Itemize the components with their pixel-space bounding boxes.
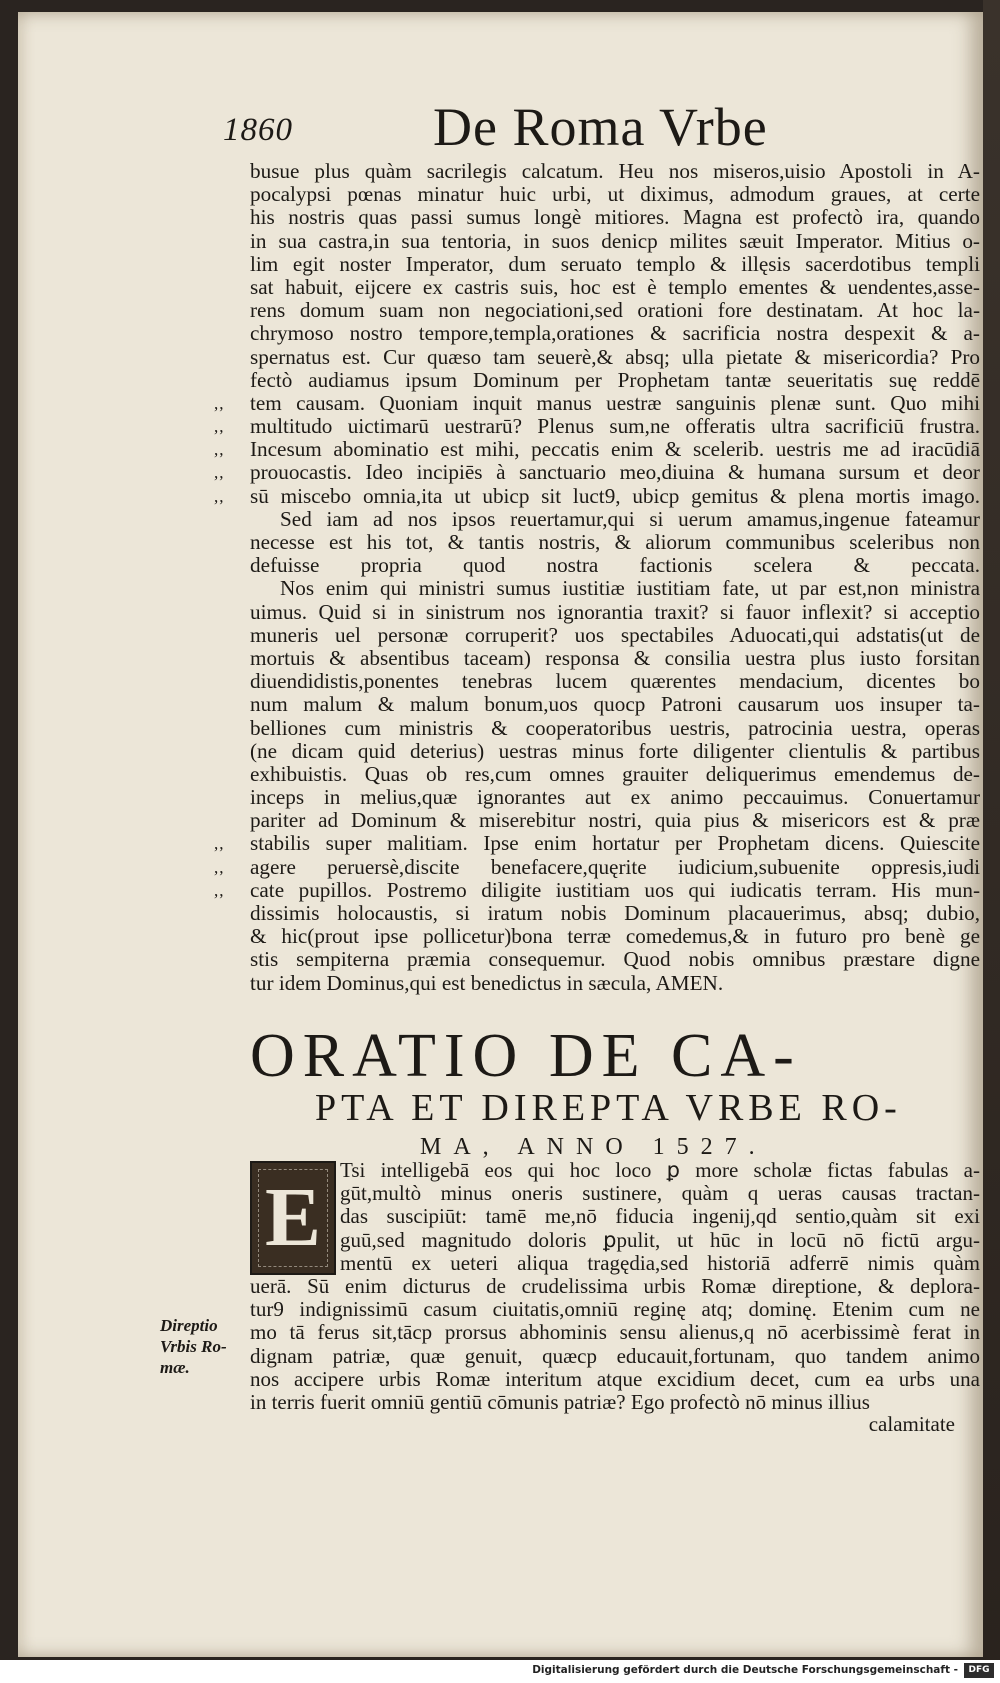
oration-line: Tsi intelligebā eos qui hoc loco ꝑ more scholæ fictas fabulas a- — [340, 1158, 980, 1182]
text-line: belliones cum ministris & cooperatoribus uestris, patrocinia uestra, operas — [250, 715, 980, 740]
text-line: & hic(prout ipse pollicetur)bona terræ comedemus,& in futuro pro benè ge — [250, 924, 980, 949]
quotation-marker: ,, — [214, 857, 225, 877]
oration-line: uerā. Sū enim dicturus de crudelissima urbis Romæ direptione, & deplora- — [250, 1273, 980, 1298]
digitization-footer — [0, 1660, 1000, 1683]
text-line: dissimis holocaustis, si iratum nobis Dominum placauerimus, absq; dubio, — [250, 901, 980, 925]
text-line: exhibuistis. Quas ob res,cum omnes grauiter deliquerimus emendemus de- — [250, 761, 980, 786]
marginal-note-line: Direptio — [160, 1316, 218, 1335]
text-line: inceps in melius,quæ ignorantes aut ex animo peccauimus. Conuertamur — [250, 785, 980, 810]
quotation-marker: ,, — [214, 486, 225, 506]
title-line-3: MA, ANNO 1527. — [420, 1134, 767, 1160]
running-head: De Roma Vrbe — [433, 97, 768, 157]
text-line: ,, Incesum abominatio est mihi, peccatis enim & scelerib. uestris me ad iracūdiā — [214, 437, 980, 462]
drop-cap-letter: E — [264, 1171, 322, 1264]
text-line: ,, tem causam. Quoniam inquit manus uestræ sanguinis plenæ sunt. Quo mihi — [214, 390, 980, 415]
text-line: Nos enim qui ministri sumus iustitiæ iustitiam fate, ut par est,non ministra — [280, 576, 980, 601]
quotation-marker: ,, — [214, 440, 225, 460]
oration-line: tur9 indignissimū casum ciuitatis,omniū reginę atq; dominę. Etenim cum ne — [250, 1297, 980, 1322]
text-line: defuisse propria quod nostra factionis scelera & peccata. — [250, 553, 980, 578]
text-line: ,, cate pupillos. Postremo diligite iustitiam uos qui iudicatis terram. His mun- — [214, 877, 980, 902]
marginal-note-line: Vrbis Ro- — [160, 1337, 227, 1356]
footer-credit: Digitalisierung gefördert durch die Deutsche Forschungsgemeinschaft - — [532, 1664, 958, 1676]
text-line: ,, multitudo uictimarū uestrarū? Plenus sum,ne offeratis ultra sacrificiū frustra. — [214, 414, 980, 439]
text-line: necesse est his tot, & tantis nostris, & aliorum communibus sceleribus non — [250, 530, 980, 554]
catchword: calamitate — [868, 1412, 955, 1436]
oration-line: dignam patriæ, quæ genuit, quæcp educauit,fortunam, quo tandem animo — [250, 1343, 980, 1368]
text-line: tur idem Dominus,qui est benedictus in sæcula, AMEN. — [250, 970, 724, 995]
page-header — [223, 90, 783, 160]
page-number: 1860 — [223, 112, 293, 148]
oration-text-block — [250, 1159, 980, 1414]
oration-line: in terris fuerit omniū gentiū cōmunis patriæ? Ego profectò nō minus illius — [250, 1389, 870, 1414]
quotation-marker: ,, — [214, 880, 225, 900]
quotation-marker: ,, — [214, 393, 225, 413]
marginal-note-line: mæ. — [160, 1358, 190, 1377]
oration-line: nos accipere urbis Romæ interitum atque excidium decet, cum ea urbs una — [250, 1366, 980, 1391]
title-line-2: PTA ET DIREPTA VRBE RO- — [315, 1087, 902, 1129]
quotation-marker: ,, — [214, 463, 225, 483]
oration-line: mo tā ferus sit,tācp prorsus abhominis sensu alienus,q nō acerbissimè ferat in — [250, 1320, 980, 1345]
oration-line: mentū ex ueteri aliqua tragędia,sed historiā adferrē nimis quàm — [340, 1250, 980, 1275]
dfg-logo: DFG — [964, 1663, 994, 1678]
text-line: mortuis & absentibus taceam) responsa & consilia uestra plus iusto forsitan — [250, 645, 980, 670]
scan-edge — [983, 0, 1000, 1660]
text-line: num malum & malum bonum,uos quocp Patroni causarum uos insuper ta- — [250, 692, 980, 717]
text-line: diuendidistis,ponentes tenebras lucem quærentes mendacium, dicentes bo — [250, 669, 980, 694]
text-line: stis sempiterna præmia consequemur. Quod nobis omnibus præstare digne — [250, 947, 980, 972]
main-text-block — [214, 159, 980, 995]
title-line-1: ORATIO DE CA- — [250, 1022, 802, 1090]
text-line: pocalypsi pœnas minatur huic urbi, ut diximus, admodum graues, at certe — [250, 182, 980, 207]
text-line: busue plus quàm sacrilegis calcatum. Heu nos miseros,uisio Apostoli in A- — [250, 159, 980, 183]
marginal-note — [160, 1315, 227, 1378]
text-line: ,, agere peruersè,discite benefacere,quęrite iudicium,subuenite oppresis,iudi — [214, 854, 980, 879]
text-line: ,, stabilis super malitiam. Ipse enim hortatur per Prophetam dicens. Quiescite — [214, 831, 980, 856]
text-line: ,, sū miscebo omnia,ita ut ubicp sit luct9, ubicp gemitus & plena mortis imago. — [214, 483, 980, 508]
text-line: muneris uel personæ corruperit? uos spectabiles Aduocati,qui adstatis(ut de — [250, 622, 980, 647]
text-line: ,, prouocastis. Ideo incipiēs à sanctuario meo,diuina & humana sursum et deor — [214, 460, 980, 485]
text-line: sat habuit, eijcere ex castris suis, hoc est è templo ementes & uendentes,asse- — [250, 274, 980, 299]
text-line: spernatus est. Cur quæso tam seuerè,& absq; ulla pietate & misericordia? Pro — [250, 344, 980, 369]
text-line: lim egit noster Imperator, dum seruato templo & illęsis sacerdotibus templi — [250, 251, 980, 276]
oration-title — [250, 1024, 980, 1162]
text-line: his nostris quas passi sumus longè mitiores. Magna est profectò ira, quando — [250, 205, 980, 230]
oration-line: guū,sed magnitudo doloris ꝑpulit, ut hūc in locū nō fictū argu- — [340, 1227, 980, 1252]
quotation-marker: ,, — [214, 417, 225, 437]
quotation-marker: ,, — [214, 834, 225, 854]
text-line: uimus. Quid si in sinistrum nos ignorantia traxit? si fauor inflexit? si acceptio — [250, 599, 980, 624]
book-page — [18, 12, 983, 1657]
text-line: Sed iam ad nos ipsos reuertamur,qui si uerum amamus,ingenue fateamur — [280, 506, 980, 531]
text-line: chrymoso nostro tempore,templa,orationes & sacrificia nostra despexit & a- — [250, 321, 980, 346]
text-line: fectò audiamus ipsum Dominum per Prophetam tantæ seueritatis suę reddē — [250, 367, 980, 392]
text-line: (ne dicam quid deterius) uestras minus forte diligenter clientulis & partibus — [250, 738, 980, 763]
text-line: in sua castra,in sua tentoria, in suos denicp milites sæuit Imperator. Mitius o- — [250, 228, 980, 253]
oration-line: das suscipiūt: tamē me,nō fiducia ingenij,qd sentio,quàm sit exi — [340, 1204, 980, 1229]
text-line: rens domum suam non negociationi,sed orationi fore destinatam. At hoc la- — [250, 298, 980, 323]
oration-line: gūt,multò minus oneris sustinere, quàm q ueras causas tractan- — [340, 1181, 980, 1206]
text-line: pariter ad Dominum & miserebitur nostri, quia pius & misericors est & præ — [250, 808, 980, 833]
